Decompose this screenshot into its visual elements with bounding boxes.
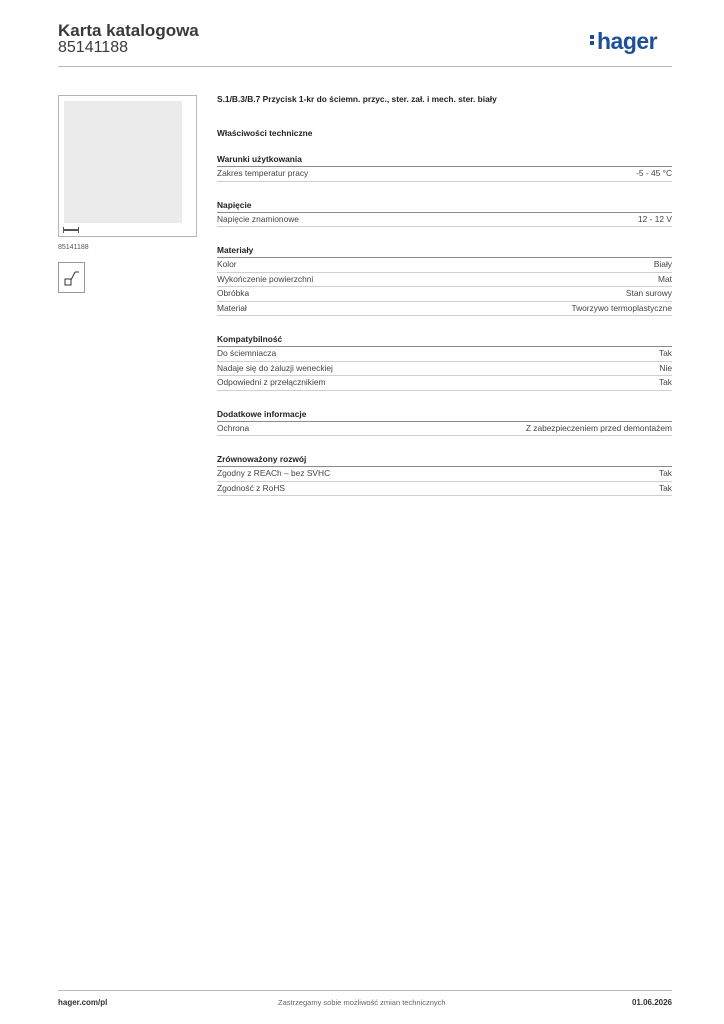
spec-value: Biały — [653, 259, 672, 269]
spec-value: Nie — [659, 362, 672, 373]
product-image — [64, 101, 182, 223]
spec-group — [217, 454, 672, 496]
spec-value: Z zabezpieczeniem przed demontażem — [525, 422, 672, 433]
spec-row — [217, 302, 672, 317]
switch-symbol-icon — [58, 262, 85, 293]
spec-group — [217, 154, 672, 182]
spec-value: Mat — [658, 273, 672, 284]
spec-group — [217, 409, 672, 437]
image-code-label: 85141188 — [58, 244, 89, 251]
spec-label: Zgodny z REACh – bez SVHC — [217, 468, 331, 478]
footer-divider — [58, 990, 672, 991]
product-title: S.1/B.3/B.7 Przycisk 1-kr do ściemn. przyc., ster. zał. i mech. ster. biały — [217, 94, 497, 104]
spec-value: Stan surowy — [625, 288, 672, 298]
spec-row — [217, 347, 672, 362]
spec-label: Napięcie znamionowe — [217, 213, 299, 224]
tech-properties-heading: Właściwości techniczne — [217, 128, 313, 138]
spec-value: -5 - 45 °C — [636, 168, 672, 178]
spec-group — [217, 200, 672, 228]
spec-content — [217, 92, 672, 496]
footer-note: Zastrzegamy sobie możliwość zmian technicznych — [278, 998, 446, 1007]
spec-row — [217, 467, 672, 482]
spec-row — [217, 422, 672, 437]
footer-website: hager.com/pl — [58, 998, 108, 1007]
spec-group-title: Materiały — [217, 245, 672, 258]
spec-value: 12 - 12 V — [638, 213, 672, 224]
footer-date: 01.06.2026 — [631, 998, 672, 1007]
spec-label: Do ściemniacza — [217, 348, 277, 358]
spec-group-title: Dodatkowe informacje — [217, 409, 672, 422]
spec-value: Tak — [658, 348, 672, 358]
spec-label: Nadaje się do żaluzji weneckiej — [217, 362, 333, 373]
spec-label: Zakres temperatur pracy — [217, 168, 309, 178]
spec-label: Zgodność z RoHS — [217, 482, 285, 493]
spec-group-title: Kompatybilność — [217, 334, 672, 347]
spec-label: Materiał — [217, 302, 247, 313]
product-code: 85141188 — [58, 39, 128, 56]
logo-dots-icon — [590, 33, 595, 47]
spec-label: Wykończenie powierzchni — [217, 273, 314, 284]
scale-bar-icon — [63, 229, 79, 231]
spec-group — [217, 245, 672, 316]
spec-group-title: Warunki użytkowania — [217, 154, 672, 167]
spec-value: Tworzywo termoplastyczne — [571, 302, 672, 313]
hager-logo — [590, 28, 657, 55]
spec-label: Kolor — [217, 259, 237, 269]
spec-row — [217, 287, 672, 302]
spec-label: Obróbka — [217, 288, 250, 298]
header-divider — [58, 66, 672, 67]
logo-text: hager — [597, 28, 658, 54]
spec-row — [217, 273, 672, 288]
spec-label: Ochrona — [217, 422, 250, 433]
spec-value: Tak — [658, 468, 672, 478]
spec-label: Odpowiedni z przełącznikiem — [217, 377, 326, 387]
spec-group-title: Napięcie — [217, 200, 672, 213]
spec-row — [217, 482, 672, 497]
product-image-frame — [58, 95, 197, 237]
spec-groups — [217, 154, 672, 496]
spec-row — [217, 258, 672, 273]
spec-row — [217, 362, 672, 377]
document-title: Karta katalogowa — [58, 21, 199, 40]
spec-group — [217, 334, 672, 391]
spec-value: Tak — [658, 482, 672, 493]
spec-row — [217, 376, 672, 391]
spec-row — [217, 167, 672, 182]
spec-row — [217, 213, 672, 228]
spec-value: Tak — [658, 377, 672, 387]
spec-group-title: Zrównoważony rozwój — [217, 454, 672, 467]
